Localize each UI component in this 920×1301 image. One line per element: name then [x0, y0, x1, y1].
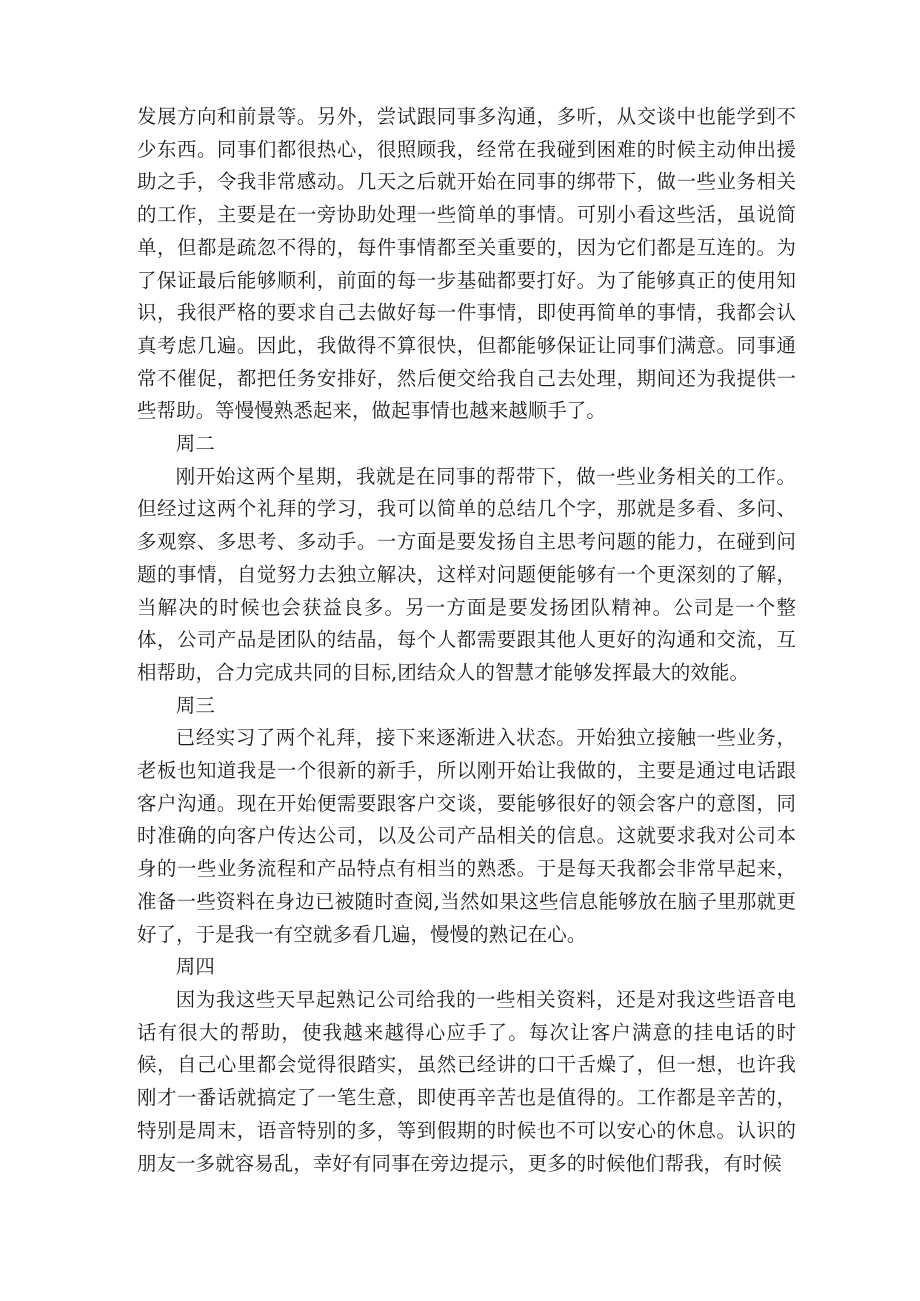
paragraph-thursday: 因为我这些天早起熟记公司给我的一些相关资料，还是对我这些语音电话有很大的帮助，使我越来越得心应手了。每次让客户满意的挂电话的时候，自己心里都会觉得很踏实，虽然已经讲的口干舌燥了，但一想，也许我刚才一番话就搞定了一笔生意，即使再辛苦也是值得的。工作都是辛苦的，特别是周末，语音特别的多，等到假期的时候也不可以安心的休息。认识的朋友一多就容易乱，幸好有同事在旁边提示，更多的时候他们帮我，有时候: [137, 987, 796, 1175]
paragraph-tuesday: 刚开始这两个星期，我就是在同事的帮带下，做一些业务相关的工作。但经过这两个礼拜的学习，我可以简单的总结几个字，那就是多看、多问、多观察、多思考、多动手。一方面是要发扬自主思考问题的能力，在碰到问题的事情，自觉努力去独立解决，这样对问题便能够有一个更深刻的了解，当解决的时候也会获益良多。另一方面是要发扬团队精神。公司是一个整体，公司产品是团队的结晶，每个人都需要跟其他人更好的沟通和交流，互相帮助，合力完成共同的目标,团结众人的智慧才能够发挥最大的效能。: [137, 464, 796, 684]
heading-tuesday: 周二: [175, 432, 215, 456]
paragraph-week1-continued: 发展方向和前景等。另外，尝试跟同事多沟通，多听，从交谈中也能学到不少东西。同事们都很热心，很照顾我，经常在我碰到困难的时候主动伸出援助之手，令我非常感动。几天之后就开始在同事的绑带下，做一些业务相关的工作，主要是在一旁协助处理一些简单的事情。可别小看这些活，虽说简单，但都是疏忽不得的，每件事情都至关重要的，因为它们都是互连的。为了保证最后能够顺利，前面的每一步基础都要打好。为了能够真正的使用知识，我很严格的要求自己去做好每一件事情，即使再简单的事情，我都会认真考虑几遍。因此，我做得不算很快，但都能够保证让同事们满意。同事通常不催促，都把任务安排好，然后便交给我自己去处理，期间还为我提供一些帮助。等慢慢熟悉起来，做起事情也越来越顺手了。: [137, 105, 796, 423]
heading-wednesday: 周三: [175, 693, 215, 717]
paragraph-wednesday: 已经实习了两个礼拜，接下来逐渐进入状态。开始独立接触一些业务，老板也知道我是一个很新的新手，所以刚开始让我做的，主要是通过电话跟客户沟通。现在开始便需要跟客户交谈，要能够很好的领会客户的意图，同时准确的向客户传达公司，以及公司产品相关的信息。这就要求我对公司本身的一些业务流程和产品特点有相当的熟悉。于是每天我都会非常早起来，准备一些资料在身边已被随时查阅,当然如果这些信息能够放在脑子里那就更好了，于是我一有空就多看几遍，慢慢的熟记在心。: [137, 726, 796, 946]
heading-thursday: 周四: [175, 955, 215, 979]
document-body: [137, 101, 796, 1180]
